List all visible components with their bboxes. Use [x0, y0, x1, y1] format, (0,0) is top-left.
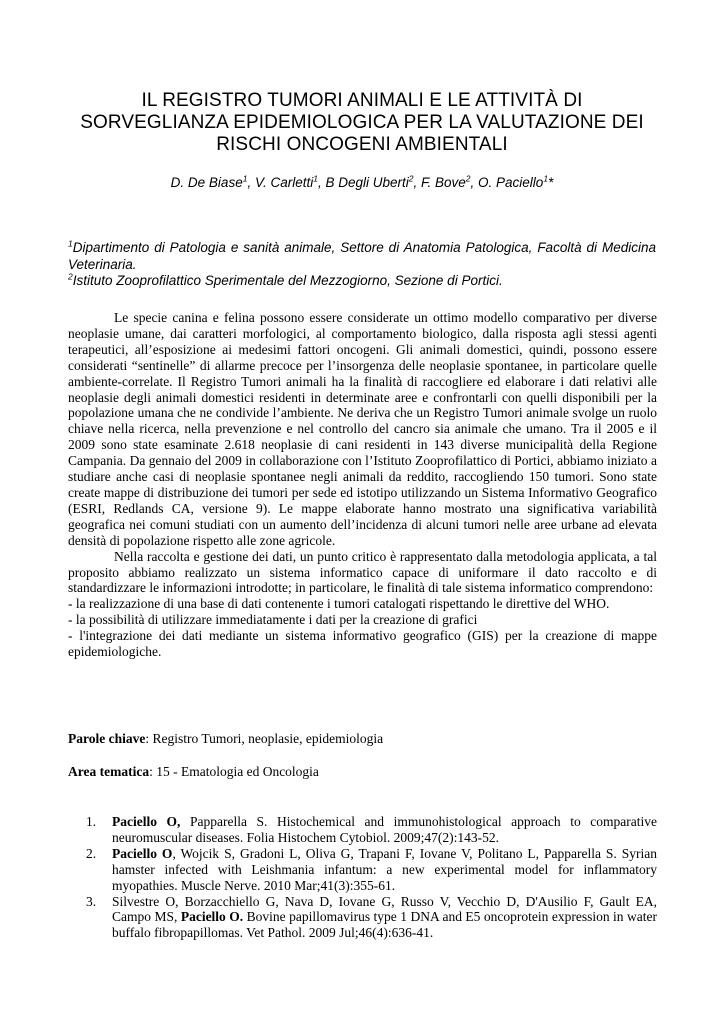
reference-item — [86, 894, 657, 942]
author-affiliation-mark: 2 — [408, 173, 414, 184]
keywords-label: Parole chiave — [68, 731, 146, 746]
reference-text: Papparella S. Histochemical and immunohistological approach to comparative neuromuscular diseases. Folia Histochem Cytobiol. 2009;47(2):143-52. — [112, 814, 657, 845]
author-separator: , — [470, 175, 479, 190]
abstract-body — [68, 310, 657, 660]
title-line: IL REGISTRO TUMORI ANIMALI E LE ATTIVITÀ DI — [141, 90, 583, 111]
body-paragraph: Le specie canina e felina possono essere considerate un ottimo modello comparativo per diverse neoplasie umane, dai caratteri morfologici, al comportamento biologico, dalla risposta agli stessi agenti terapeutici, all’esposizione ai medesimi fattori oncogeni. Gli animali domestici, quindi, possono essere considerati “sentinelle” di allarme precoce per l’insorgenza delle neoplasie spontanee, in particolare quelle ambiente-correlate. Il Registro Tumori animali ha la finalità di raccogliere ed elaborare i dati relativi alle neoplasie degli animali domestici residenti in determinate aree e confrontarli con quelli disponibili per la popolazione umana che ne condivide l’ambiente. Ne deriva che un Registro Tumori animale svolge un ruolo chiave nella ricerca, nella prevenzione e nel controllo del cancro sia animale che umano. Tra il 2005 e il 2009 sono state esaminate 2.618 neoplasie di cani residenti in 143 diverse municipalità della Regione Campania. Da gennaio del 2009 in collaborazione con l’Istituto Zooprofilattico di Portici, abbiamo iniziato a studiare anche casi di neoplasie spontanee negli animali da reddito, raccogliendo 150 tumori. Sono state create mappe di distribuzione dei tumori per sede ed istotipo utilizzando un Sistema Informativo Geografico (ESRI, Redlands CA, versione 9). Le mappe elaborate hanno mostrato una significativa variabilità geografica nei comuni studiati con un aumento dell’incidenza di alcuni tumori nelle aree urbane ad elevata densità di popolazione rispetto alle zone agricole. — [68, 310, 657, 548]
affiliation-number: 1 — [68, 238, 73, 249]
author-name: D. De Biase — [170, 175, 243, 190]
author-separator: , — [413, 175, 421, 190]
reference-highlighted-author: Paciello O — [112, 845, 173, 861]
author-separator: , — [317, 175, 326, 190]
affiliation-text: Dipartimento di Patologia e sanità animale, Settore di Anatomia Patologica, Facoltà di Medicina Veterinaria. — [68, 240, 656, 272]
author-separator: , V. — [247, 175, 271, 190]
affiliations — [68, 240, 656, 290]
reference-highlighted-author: Paciello O. — [180, 909, 244, 925]
bullet-item: - l'integrazione dei dati mediante un sistema informativo geografico (GIS) per la creazione di mappe epidemiologiche. — [68, 628, 657, 660]
bullet-item: - la realizzazione di una base di dati contenente i tumori catalogati rispettando le direttive del WHO. — [68, 596, 610, 612]
author-affiliation-mark: 1 — [543, 173, 549, 184]
author-name: Carletti — [270, 175, 314, 190]
affiliation — [68, 273, 656, 290]
title-line: RISCHI ONCOGENI AMBIENTALI — [216, 134, 508, 155]
thematic-area — [68, 764, 657, 780]
reference-highlighted-author: Paciello O, — [112, 814, 181, 829]
thematic-area-value: : 15 - Ematologia ed Oncologia — [149, 764, 319, 779]
reference-authors-pre: Silvestre O, Borzacchiello G, Nava D, Iovane G, Russo V, Vecchio D, D'Ausilio F, Gault EA, Campo MS, — [112, 893, 657, 925]
author-affiliation-mark: 1 — [242, 173, 248, 184]
author-list — [40, 174, 684, 192]
references-list — [86, 814, 657, 941]
corresponding-author-mark: * — [548, 175, 554, 190]
author-affiliation-mark: 1 — [313, 173, 318, 184]
bullet-item: - la possibilità di utilizzare immediatamente i dati per la creazione di grafici — [68, 612, 478, 628]
reference-text: , Wojcik S, Gradoni L, Oliva G, Trapani F, Iovane V, Politano L, Papparella S. Syrian hamster infected with Leishmania infantum: a new experimental model for inflammatory myopathies. Muscle Nerve. 2010 Mar;41(3):355-61. — [112, 845, 657, 893]
affiliation-text: Istituto Zooprofilattico Sperimentale del Mezzogiorno, Sezione di Portici. — [72, 273, 503, 288]
body-paragraph: Nella raccolta e gestione dei dati, un punto critico è rappresentato dalla metodologia applicata, a tal proposito abbiamo realizzato un sistema informatico capace di uniformare il dato raccolto e di standardizzare le informazioni introdotte; in particolare, le finalità di tale sistema informatico comprendono: — [68, 548, 657, 596]
title-line: SORVEGLIANZA EPIDEMIOLOGICA PER LA VALUTAZIONE DEI — [80, 112, 644, 133]
reference-item — [86, 846, 657, 894]
reference-number: 1. — [86, 814, 97, 829]
reference-number: 3. — [86, 893, 97, 909]
reference-item — [86, 814, 657, 846]
author-name: B Degli Uberti — [325, 175, 409, 190]
reference-text: Bovine papillomavirus type 1 DNA and E5 oncoprotein expression in water buffalo fibropapillomas. Vet Pathol. 2009 Jul;46(4):636-41. — [112, 909, 657, 941]
reference-number: 2. — [86, 845, 97, 861]
affiliation-number: 2 — [68, 271, 73, 282]
author-name: F. Bove — [421, 175, 466, 190]
keywords-value: : Registro Tumori, neoplasie, epidemiologia — [145, 731, 384, 746]
paper-title — [50, 90, 674, 156]
affiliation — [68, 240, 656, 273]
author-name: O. Paciello — [478, 175, 544, 190]
keywords — [68, 731, 657, 747]
author-affiliation-mark: 2 — [465, 173, 471, 184]
thematic-area-label: Area tematica — [68, 764, 150, 779]
